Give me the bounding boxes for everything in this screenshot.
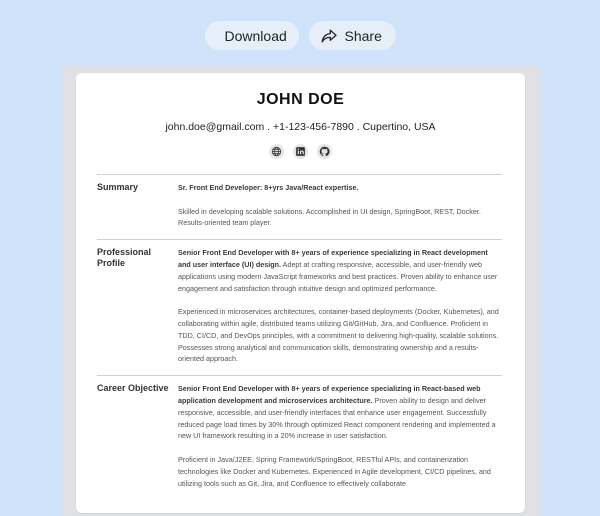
share-label: Share [344,27,382,44]
globe-icon[interactable] [269,144,284,159]
section-label: Career Objective [97,383,169,394]
social-links [76,144,525,159]
section-paragraph: Experienced in microservices architectures, container-based deployments (Docker, Kubernetes), and collaborating within agile, distributed teams utilizing Git/GitHub, Jira, and Confluence. Proficient in TDD, CI/CD, and DevOps principles, with a commitment to delivering high-quality, scalable solutions. Possesses strong analytical and communication skills, demonstrating ownership and a results-oriented approach. [178,307,499,364]
resume-paper [76,73,525,513]
section-paragraph: Skilled in developing scalable solutions. Accomplished in UI design, SpringBoot, REST, Docker. Results-oriented team player. [178,206,481,228]
section-lead-suffix: Adept at crafting responsive, accessible, and user-friendly web applications using modern JavaScript frameworks and best practices. Proven ability to enhance user engagement and satisfaction through intuitive design and optimized performance. [178,259,498,293]
section-paragraph: Proficient in Java/J2EE, Spring Framework/SpringBoot, RESTful APIs, and containerization technologies like Docker and Kubernetes. Experienced in Agile development, CI/CD pipelines, and utilizing tools such as Git, Jira, and Confluence to effectively collaborate [178,454,491,488]
download-button[interactable] [205,21,299,50]
section-content [178,383,502,489]
section-label: Professional Profile [97,247,152,269]
section-professional-profile [97,239,502,375]
resume-sections [97,174,502,499]
section-content [178,182,502,229]
section-lead: Sr. Front End Developer: 8+yrs Java/React expertise. [178,183,359,192]
section-lead: Senior Front End Developer with 8+ years of experience specializing in React development and user interface (UI) design. [178,248,488,269]
linkedin-icon[interactable] [293,144,308,159]
resume-name: JOHN DOE [256,91,345,108]
resume-contact: john.doe@gmail.com . +1-123-456-7890 . Cupertino, USA [165,121,436,133]
section-content [178,247,502,365]
section-career-objective [97,375,502,499]
section-summary [97,174,502,239]
top-actions [0,21,600,50]
section-label: Summary [97,182,139,192]
share-button[interactable] [309,21,396,50]
share-icon [321,28,337,44]
section-lead-suffix: Proven ability to design and deliver responsive, accessible, and user-friendly interfaces that enhance user engagement. Successfully reduced page load times by 30% through optimized React component rendering and implemented a new UI framework resulting in a 20% increase in user satisfaction. [178,395,496,441]
github-icon[interactable] [317,144,332,159]
section-lead: Senior Front End Developer with 8+ years of experience specializing in React-based web application development and microservices architecture. [178,384,481,405]
download-label: Download [224,27,287,44]
